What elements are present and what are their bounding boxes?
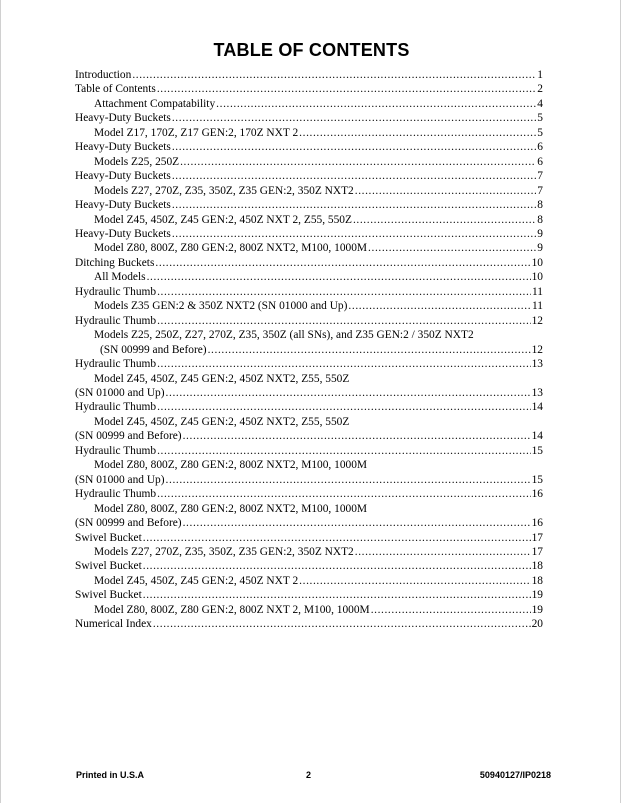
dot-leader xyxy=(172,169,536,183)
footer-page-number: 2 xyxy=(306,770,312,780)
dot-leader xyxy=(180,155,536,169)
toc-entry-label: Models Z35 GEN:2 & 350Z NXT2 (SN 01000 and Up) xyxy=(94,300,348,313)
dot-leader xyxy=(166,473,531,487)
dot-leader xyxy=(183,429,531,443)
toc-entry-label: Hydraulic Thumb xyxy=(75,358,157,371)
toc-entry[interactable] xyxy=(75,487,543,501)
toc-entry[interactable] xyxy=(75,111,543,125)
toc-entry-label: Model Z45, 450Z, Z45 GEN:2, 450Z NXT 2, Z55, 550Z xyxy=(94,213,352,226)
toc-entry-label: Models Z25, 250Z xyxy=(94,155,180,168)
toc-entry-label: Model Z45, 450Z, Z45 GEN:2, 450Z NXT 2 xyxy=(94,574,299,587)
toc-entry-label: Hydraulic Thumb xyxy=(75,285,157,298)
toc-page-number: 18 xyxy=(531,574,543,587)
toc-entry-label: Hydraulic Thumb xyxy=(75,401,157,414)
page-edge xyxy=(0,0,1,803)
toc-entry-label: Heavy-Duty Buckets xyxy=(75,141,171,154)
dot-leader xyxy=(371,603,531,617)
toc-entry-label: Heavy-Duty Buckets xyxy=(75,199,171,212)
toc-entry-label: Hydraulic Thumb xyxy=(75,488,157,501)
page-edge xyxy=(620,0,621,803)
toc-page-number: 4 xyxy=(537,97,543,110)
toc-entry[interactable] xyxy=(75,473,543,487)
toc-entry-label: All Models xyxy=(94,271,146,284)
toc-entry[interactable] xyxy=(75,140,543,154)
toc-entry[interactable] xyxy=(75,68,543,82)
dot-leader xyxy=(157,285,531,299)
toc-page-number: 8 xyxy=(537,199,543,212)
footer-document-code: 50940127/IP0218 xyxy=(479,770,551,780)
toc-entry-label: (SN 01000 and Up) xyxy=(75,386,165,399)
toc-entry[interactable] xyxy=(75,227,543,241)
toc-page-number: 16 xyxy=(531,517,543,530)
dot-leader xyxy=(355,545,531,559)
toc-entry[interactable] xyxy=(75,270,543,284)
toc-page-number: 18 xyxy=(531,560,543,573)
dot-leader xyxy=(155,256,530,270)
toc-page-number: 1 xyxy=(537,69,543,81)
dot-leader xyxy=(299,574,530,588)
toc-entry-label: Numerical Index xyxy=(75,618,152,631)
toc-page-number: 15 xyxy=(531,444,543,457)
toc-page-number: 2 xyxy=(537,83,543,96)
toc-entry[interactable] xyxy=(75,82,543,96)
toc-entry-label: Model Z45, 450Z, Z45 GEN:2, 450Z NXT2, Z55, 550Z xyxy=(94,415,350,428)
page-title: TABLE OF CONTENTS xyxy=(213,40,410,60)
dot-leader xyxy=(172,140,536,154)
dot-leader xyxy=(157,314,531,328)
toc-entry-label: Model Z80, 800Z, Z80 GEN:2, 800Z NXT2, M100, 1000M xyxy=(94,459,368,472)
dot-leader xyxy=(143,531,531,545)
toc-entry[interactable] xyxy=(75,603,543,617)
toc-entry[interactable] xyxy=(75,429,543,443)
toc-entry[interactable] xyxy=(75,559,543,573)
toc-page-number: 7 xyxy=(537,184,543,197)
toc-page-number: 13 xyxy=(531,386,543,399)
toc-page-number: 10 xyxy=(531,271,543,284)
toc-page-number: 14 xyxy=(531,401,543,414)
toc-entry-label: (SN 00999 and Before) xyxy=(100,343,207,356)
toc-page-number: 20 xyxy=(531,618,543,631)
toc-entry[interactable] xyxy=(75,184,543,198)
toc-entry[interactable] xyxy=(75,241,543,255)
dot-leader xyxy=(166,386,531,400)
toc-page-number: 17 xyxy=(531,531,543,544)
toc-page-number: 5 xyxy=(537,112,543,125)
toc-page-number: 12 xyxy=(531,343,543,356)
toc-entry-label: Ditching Buckets xyxy=(75,256,155,269)
toc-entry-label: Hydraulic Thumb xyxy=(75,444,157,457)
dot-leader xyxy=(216,97,536,111)
dot-leader xyxy=(147,270,531,284)
toc-page-number: 9 xyxy=(537,242,543,255)
toc-page-number: 12 xyxy=(531,314,543,327)
dot-leader xyxy=(355,184,537,198)
toc-entry[interactable] xyxy=(75,400,543,414)
toc-page-number: 6 xyxy=(537,155,543,168)
toc-entry-label: Heavy-Duty Buckets xyxy=(75,112,171,125)
toc-page-number: 11 xyxy=(532,285,543,298)
toc-entry[interactable] xyxy=(75,386,543,400)
toc-page-number: 14 xyxy=(531,430,543,443)
toc-page-number: 19 xyxy=(531,589,543,602)
dot-leader xyxy=(353,213,536,227)
toc-entry[interactable] xyxy=(75,516,543,530)
toc-entry-label: Hydraulic Thumb xyxy=(75,314,157,327)
toc-page-number: 17 xyxy=(531,545,543,558)
toc-entry-label: (SN 00999 and Before) xyxy=(75,430,182,443)
toc-entry[interactable] xyxy=(75,299,543,313)
toc-entry[interactable] xyxy=(75,314,543,328)
toc-entry-label: Model Z80, 800Z, Z80 GEN:2, 800Z NXT2, M100, 1000M xyxy=(94,502,368,515)
toc-page-number: 19 xyxy=(531,603,543,616)
toc-entry-label: Heavy-Duty Buckets xyxy=(75,170,171,183)
dot-leader xyxy=(208,343,531,357)
dot-leader xyxy=(157,82,536,96)
footer-print-location: Printed in U.S.A xyxy=(76,770,145,780)
toc-entry[interactable] xyxy=(75,198,543,212)
toc-entry[interactable] xyxy=(75,617,543,631)
toc-entry-label: Heavy-Duty Buckets xyxy=(75,227,171,240)
toc-page-number: 6 xyxy=(537,141,543,154)
toc-entry-label: Table of Contents xyxy=(75,83,156,96)
toc-entry[interactable] xyxy=(75,126,543,140)
dot-leader xyxy=(157,400,531,414)
toc-entry[interactable] xyxy=(75,256,543,270)
toc-entry-label: (SN 01000 and Up) xyxy=(75,473,165,486)
dot-leader xyxy=(157,487,531,501)
dot-leader xyxy=(153,617,531,631)
toc-entry[interactable] xyxy=(75,574,543,588)
toc-entry[interactable] xyxy=(75,155,543,169)
toc-entry-label: Attachment Compatability xyxy=(94,97,216,110)
toc-page-number: 7 xyxy=(537,170,543,183)
dot-leader xyxy=(132,68,536,82)
toc-entry[interactable] xyxy=(75,343,543,357)
toc-page-number: 11 xyxy=(532,300,543,313)
dot-leader xyxy=(172,227,536,241)
toc-page-number: 8 xyxy=(537,213,543,226)
toc-entry-label: Model Z80, 800Z, Z80 GEN:2, 800Z NXT 2, M100, 1000M xyxy=(94,603,370,616)
toc-entry-label: Introduction xyxy=(75,69,132,81)
toc-entry-label: Model Z80, 800Z, Z80 GEN:2, 800Z NXT2, M100, 1000M xyxy=(94,242,368,255)
table-of-contents xyxy=(75,68,543,632)
toc-entry[interactable] xyxy=(75,545,543,559)
dot-leader xyxy=(143,588,531,602)
toc-page-number: 15 xyxy=(531,473,543,486)
toc-entry[interactable] xyxy=(75,444,543,458)
dot-leader xyxy=(157,444,531,458)
toc-entry-label: Model Z45, 450Z, Z45 GEN:2, 450Z NXT2, Z55, 550Z xyxy=(94,372,350,385)
toc-entry[interactable] xyxy=(75,357,543,371)
toc-page-number: 5 xyxy=(537,126,543,139)
toc-page-number: 9 xyxy=(537,227,543,240)
toc-page-number: 16 xyxy=(531,488,543,501)
dot-leader xyxy=(157,357,531,371)
dot-leader xyxy=(299,126,536,140)
toc-entry[interactable] xyxy=(75,588,543,602)
toc-entry[interactable] xyxy=(75,97,543,111)
toc-entry-label: Swivel Bucket xyxy=(75,560,142,573)
toc-entry[interactable] xyxy=(75,169,543,183)
toc-page-number: 10 xyxy=(531,256,543,269)
toc-entry[interactable] xyxy=(75,285,543,299)
toc-entry-label: Models Z27, 270Z, Z35, 350Z, Z35 GEN:2, 350Z NXT2 xyxy=(94,184,354,197)
toc-entry-label: Swivel Bucket xyxy=(75,589,142,602)
toc-entry[interactable] xyxy=(75,531,543,545)
toc-entry[interactable] xyxy=(75,213,543,227)
toc-entry-label: Model Z17, 170Z, Z17 GEN:2, 170Z NXT 2 xyxy=(94,126,299,139)
dot-leader xyxy=(368,241,536,255)
toc-entry-label: Models Z27, 270Z, Z35, 350Z, Z35 GEN:2, 350Z NXT2 xyxy=(94,545,354,558)
toc-page-number: 13 xyxy=(531,358,543,371)
toc-entry-label: Swivel Bucket xyxy=(75,531,142,544)
toc-entry-label: Models Z25, 250Z, Z27, 270Z, Z35, 350Z (all SNs), and Z35 GEN:2 / 350Z NXT2 xyxy=(94,329,474,342)
dot-leader xyxy=(183,516,531,530)
dot-leader xyxy=(143,559,531,573)
dot-leader xyxy=(348,299,531,313)
dot-leader xyxy=(172,198,536,212)
dot-leader xyxy=(172,111,536,125)
toc-entry-label: (SN 00999 and Before) xyxy=(75,517,182,530)
